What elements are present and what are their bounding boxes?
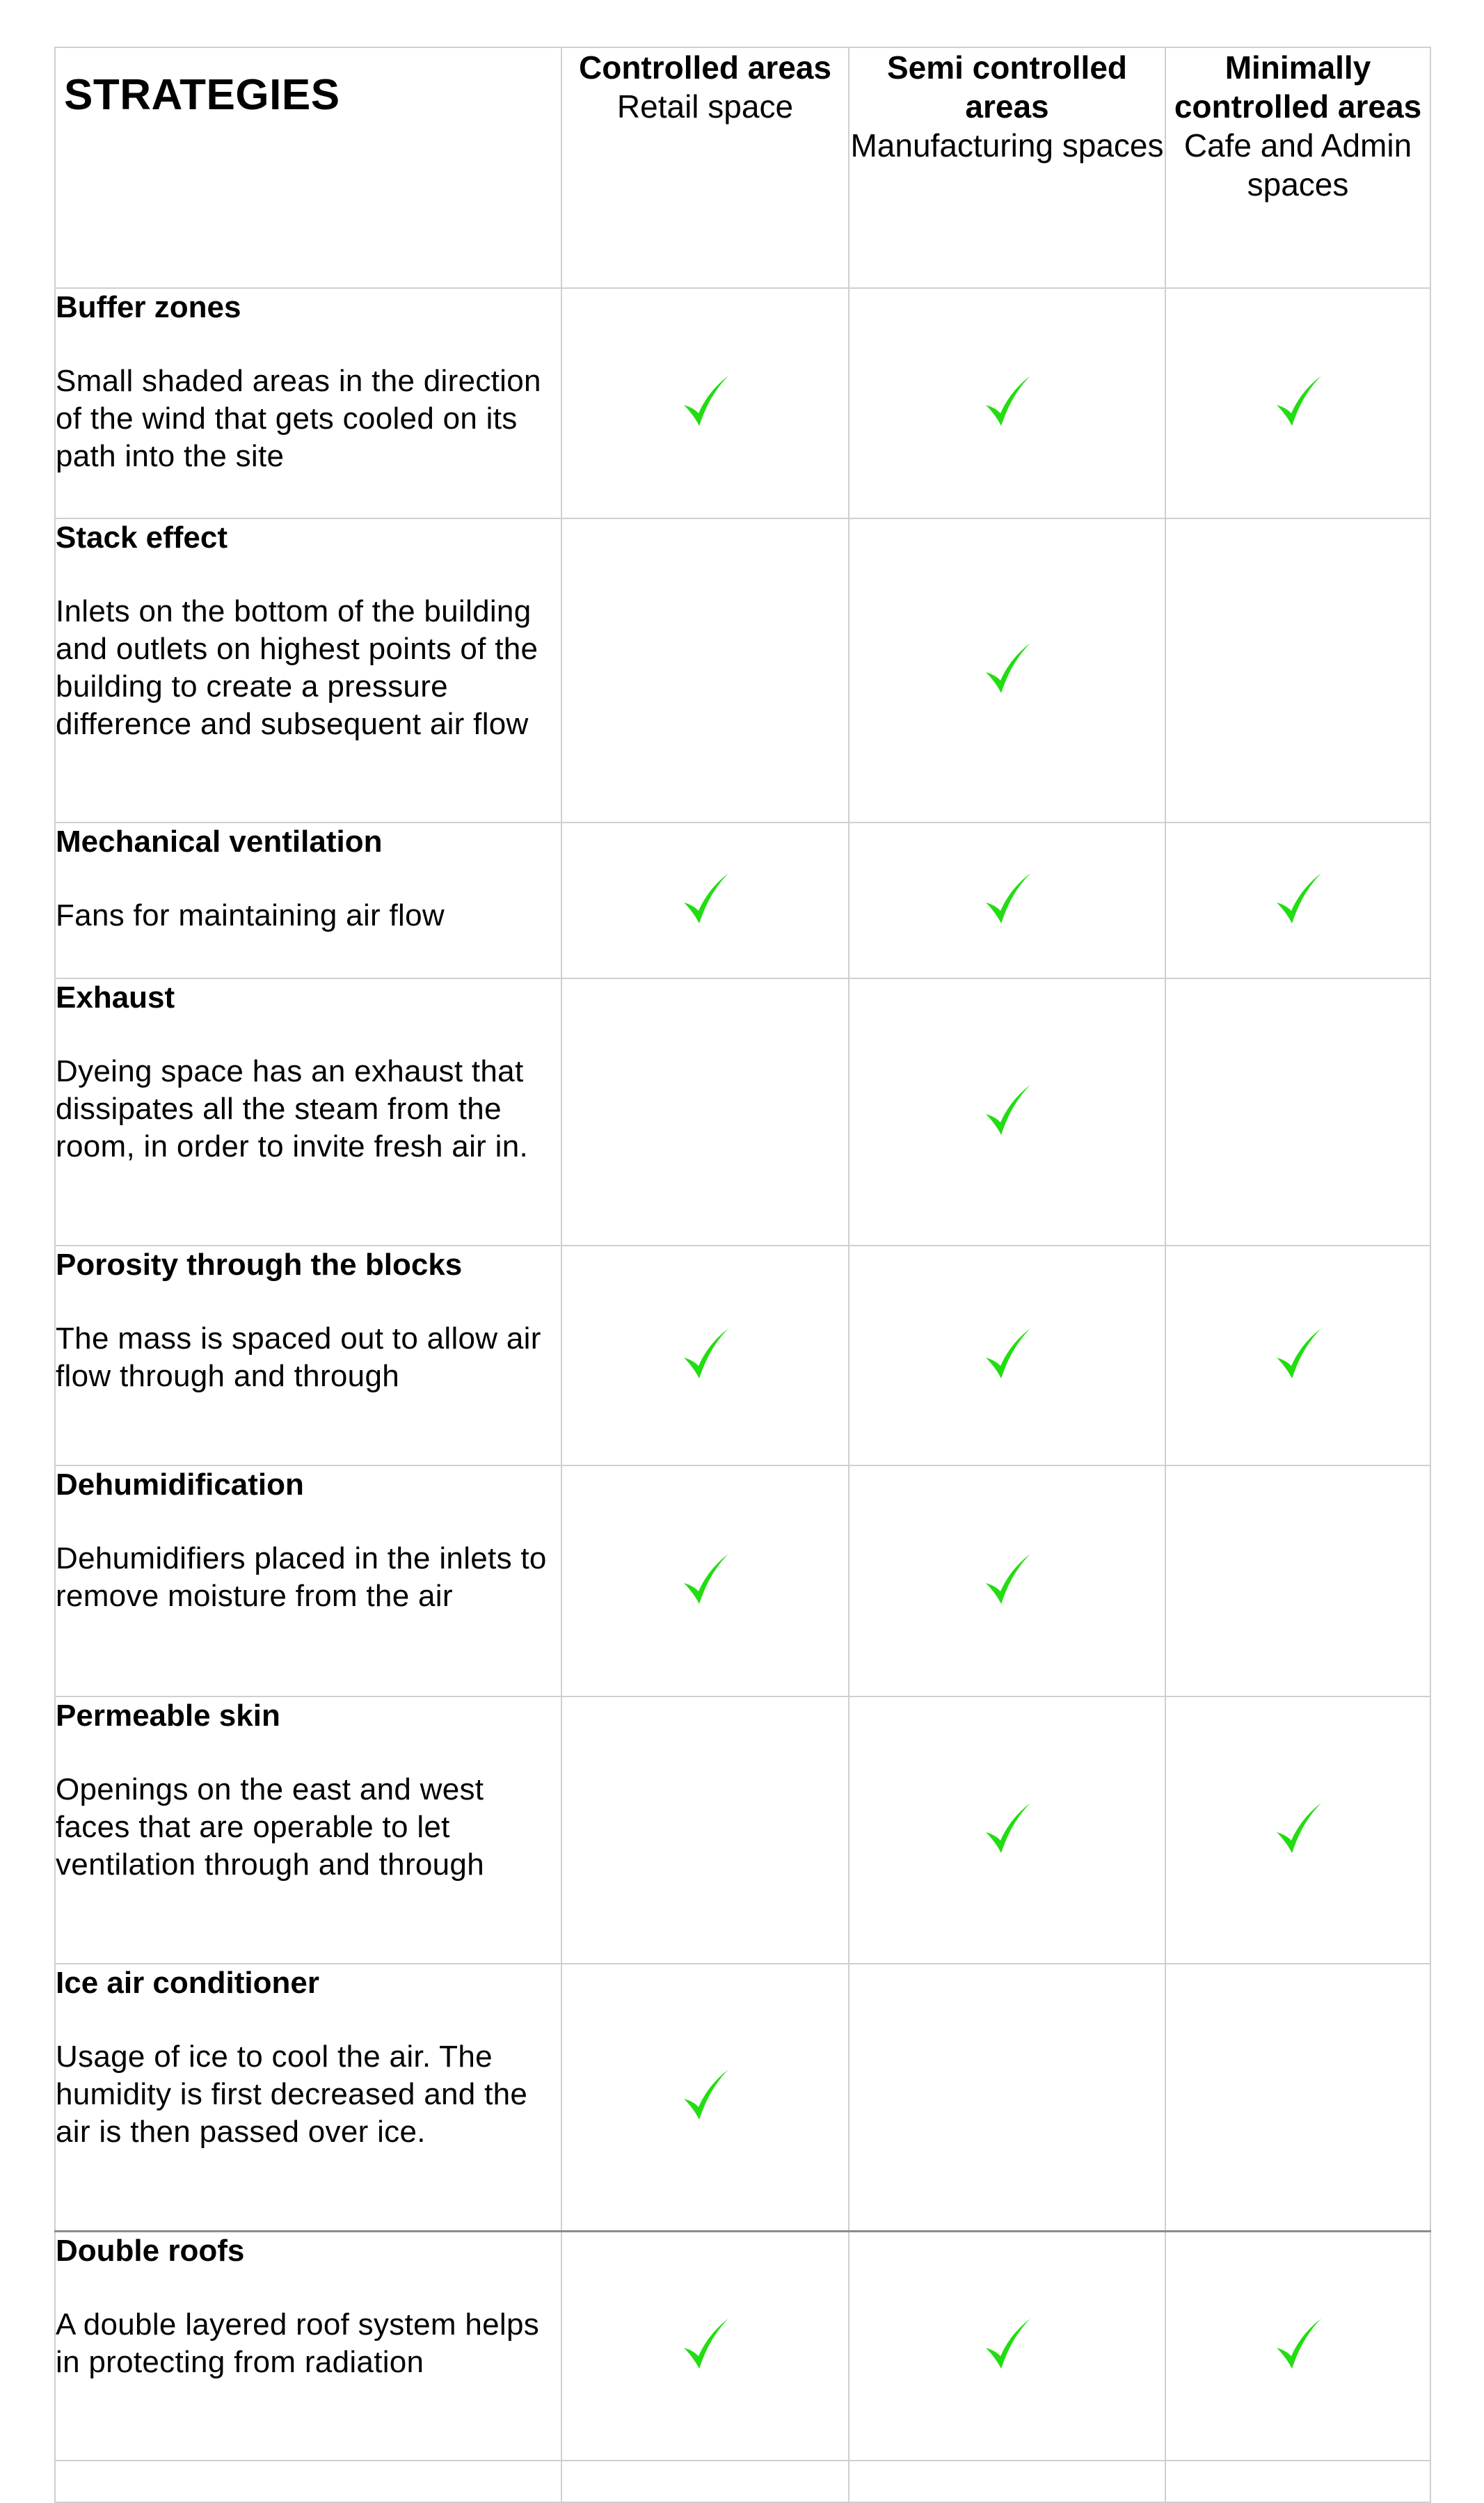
checkmark-icon bbox=[1274, 1327, 1323, 1381]
checkmark-icon bbox=[983, 2317, 1032, 2371]
check-cell bbox=[561, 1465, 849, 1697]
check-cell bbox=[561, 1964, 849, 2231]
checkmark-icon bbox=[681, 1327, 730, 1381]
checkmark-icon bbox=[983, 642, 1032, 696]
checkmark-icon bbox=[1274, 2317, 1323, 2371]
table-row bbox=[55, 823, 1430, 978]
empty-cell bbox=[561, 2461, 849, 2502]
strategy-name: Porosity through the blocks bbox=[56, 1248, 463, 1282]
column-header-title: Minimally controlled areas bbox=[1174, 49, 1422, 125]
table-row bbox=[55, 978, 1430, 1246]
strategy-cell bbox=[55, 518, 561, 823]
strategy-description: Dyeing space has an exhaust that dissipates all the steam from the room, in order to invite fresh air in. bbox=[56, 1054, 529, 1163]
check-cell bbox=[1165, 1465, 1430, 1697]
checkmark-icon bbox=[681, 1552, 730, 1607]
checkmark-icon bbox=[983, 1327, 1032, 1381]
check-cell bbox=[1165, 823, 1430, 978]
check-cell bbox=[849, 2231, 1165, 2461]
strategy-cell bbox=[55, 2231, 561, 2461]
strategies-header-cell bbox=[55, 47, 561, 288]
strategy-description: Fans for maintaining air flow bbox=[56, 898, 445, 932]
checkmark-icon bbox=[983, 1802, 1032, 1856]
checkmark-icon bbox=[983, 1552, 1032, 1607]
checkmark-icon bbox=[681, 2068, 730, 2122]
column-header-title: Semi controlled areas bbox=[886, 49, 1128, 125]
strategy-name: Stack effect bbox=[56, 521, 228, 555]
checkmark-icon bbox=[681, 2317, 730, 2371]
check-cell bbox=[1165, 2231, 1430, 2461]
column-header-semi-controlled bbox=[849, 47, 1165, 288]
column-header-subtitle: Manufacturing spaces bbox=[850, 127, 1164, 164]
table-row bbox=[55, 2231, 1430, 2461]
strategy-description: Openings on the east and west faces that are operable to let ventilation through and through bbox=[56, 1772, 484, 1882]
check-cell bbox=[1165, 1246, 1430, 1465]
check-cell bbox=[849, 288, 1165, 518]
check-cell bbox=[561, 518, 849, 823]
strategy-name: Ice air conditioner bbox=[56, 1966, 319, 2000]
column-header-subtitle: Cafe and Admin spaces bbox=[1183, 127, 1412, 202]
table-row bbox=[55, 288, 1430, 518]
check-cell bbox=[849, 1465, 1165, 1697]
check-cell bbox=[849, 1964, 1165, 2231]
checkmark-icon bbox=[1274, 1802, 1323, 1856]
strategy-description: A double layered roof system helps in protecting from radiation bbox=[56, 2307, 540, 2379]
check-cell bbox=[849, 1246, 1165, 1465]
check-cell bbox=[561, 978, 849, 1246]
check-cell bbox=[849, 518, 1165, 823]
strategy-description: Usage of ice to cool the air. The humidity is first decreased and the air is then passed over ice. bbox=[56, 2040, 528, 2149]
checkmark-icon bbox=[681, 872, 730, 926]
strategy-cell bbox=[55, 1465, 561, 1697]
strategy-description: The mass is spaced out to allow air flow through and through bbox=[56, 1321, 541, 1393]
check-cell bbox=[1165, 518, 1430, 823]
check-cell bbox=[849, 978, 1165, 1246]
column-header-title: Controlled areas bbox=[579, 49, 831, 86]
strategy-cell bbox=[55, 1697, 561, 1964]
strategy-name: Double roofs bbox=[56, 2233, 245, 2268]
column-header-minimally-controlled bbox=[1165, 47, 1430, 288]
check-cell bbox=[849, 823, 1165, 978]
checkmark-icon bbox=[983, 872, 1032, 926]
column-header-controlled bbox=[561, 47, 849, 288]
table-row bbox=[55, 1964, 1430, 2231]
strategy-name: Buffer zones bbox=[56, 290, 241, 324]
strategy-description: Small shaded areas in the direction of the wind that gets cooled on its path into the site bbox=[56, 364, 541, 473]
strategy-name: Mechanical ventilation bbox=[56, 825, 383, 859]
check-cell bbox=[561, 1246, 849, 1465]
strategy-cell bbox=[55, 1246, 561, 1465]
strategy-name: Dehumidification bbox=[56, 1468, 304, 1502]
empty-cell bbox=[1165, 2461, 1430, 2502]
column-header-subtitle: Retail space bbox=[616, 88, 794, 125]
strategy-cell bbox=[55, 288, 561, 518]
check-cell bbox=[1165, 1964, 1430, 2231]
checkmark-icon bbox=[681, 374, 730, 429]
table-row bbox=[55, 2461, 1430, 2502]
check-cell bbox=[561, 1697, 849, 1964]
empty-cell bbox=[849, 2461, 1165, 2502]
check-cell bbox=[1165, 288, 1430, 518]
table-row bbox=[55, 518, 1430, 823]
strategies-table bbox=[54, 47, 1431, 2503]
table-title: STRATEGIES bbox=[64, 71, 340, 119]
check-cell bbox=[561, 2231, 849, 2461]
check-cell bbox=[561, 823, 849, 978]
table-row bbox=[55, 1246, 1430, 1465]
strategy-name: Exhaust bbox=[56, 980, 175, 1015]
strategy-cell bbox=[55, 1964, 561, 2231]
strategy-cell bbox=[55, 978, 561, 1246]
table-row bbox=[55, 1465, 1430, 1697]
check-cell bbox=[1165, 1697, 1430, 1964]
strategy-description: Inlets on the bottom of the building and outlets on highest points of the building to create a pressure difference and subsequent air flow bbox=[56, 594, 538, 741]
strategy-description: Dehumidifiers placed in the inlets to remove moisture from the air bbox=[56, 1541, 547, 1613]
check-cell bbox=[1165, 978, 1430, 1246]
checkmark-icon bbox=[983, 374, 1032, 429]
checkmark-icon bbox=[983, 1083, 1032, 1138]
strategy-name: Permeable skin bbox=[56, 1699, 280, 1733]
header-row bbox=[55, 47, 1430, 288]
strategy-cell bbox=[55, 823, 561, 978]
check-cell bbox=[849, 1697, 1165, 1964]
checkmark-icon bbox=[1274, 374, 1323, 429]
check-cell bbox=[561, 288, 849, 518]
checkmark-icon bbox=[1274, 872, 1323, 926]
table-row bbox=[55, 1697, 1430, 1964]
empty-cell bbox=[55, 2461, 561, 2502]
